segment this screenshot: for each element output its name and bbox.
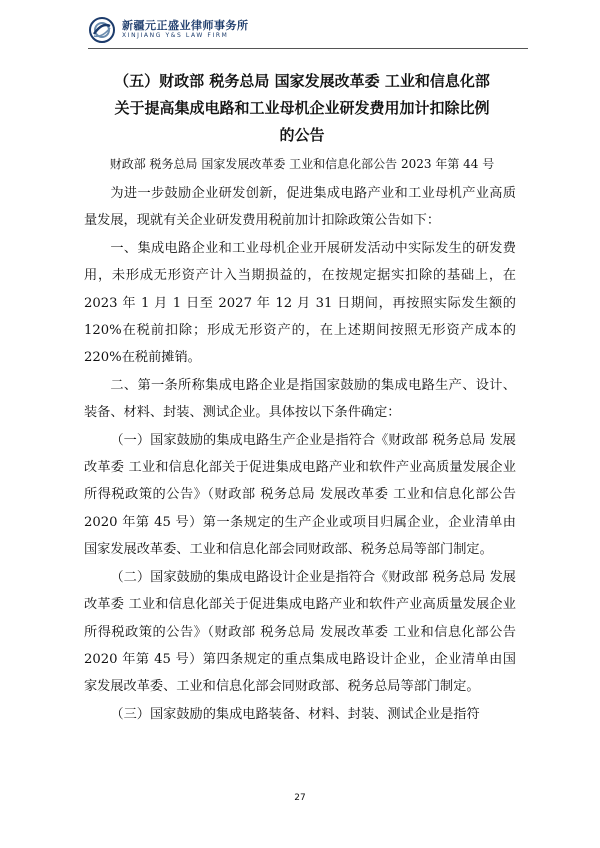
document-body xyxy=(84,180,516,728)
title-line-1: （五）财政部 税务总局 国家发展改革委 工业和信息化部 xyxy=(114,72,490,90)
page-number: 27 xyxy=(294,793,306,803)
document-title xyxy=(84,68,520,149)
paragraph-item-2: （二）国家鼓励的集成电路设计企业是指符合《财政部 税务总局 发展改革委 工业和信息化部关于促进集成电路产业和软件产业高质量发展企业所得税政策的公告》（财政部 税务总局 发展改革委 工业和信息化部公告 2020 年第 45 号）第四条规定的重点集成电路设计企业，企业清单由国家发展改革委、工业和信息化部会同财政部、税务总局等部门制定。 xyxy=(84,569,516,695)
header-divider xyxy=(88,48,528,49)
paragraph-article-1: 一、集成电路企业和工业母机企业开展研发活动中实际发生的研发费用，未形成无形资产计入当期损益的，在按规定据实扣除的基础上，在 2023 年 1 月 1 日至 2027 年 12 月 31 日期间，再按照实际发生额的 120%在税前扣除；形成无形资产的，在上述期间按照无形资产成本的 220%在税前摊销。 xyxy=(84,240,516,366)
paragraph-intro: 为进一步鼓励企业研发创新，促进集成电路产业和工业母机产业高质量发展，现就有关企业研发费用税前加计扣除政策公告如下： xyxy=(84,186,516,229)
firm-name-cn: 新疆元正盛业律师事务所 xyxy=(122,19,249,32)
announcement-reference: 财政部 税务总局 国家发展改革委 工业和信息化部公告 2023 年第 44 号 xyxy=(109,157,495,171)
paragraph-item-3: （三）国家鼓励的集成电路装备、材料、封装、测试企业是指符 xyxy=(110,706,480,722)
title-line-2: 关于提高集成电路和工业母机企业研发费用加计扣除比例 xyxy=(114,99,490,117)
paragraph-item-1: （一）国家鼓励的集成电路生产企业是指符合《财政部 税务总局 发展改革委 工业和信息化部关于促进集成电路产业和软件产业高质量发展企业所得税政策的公告》（财政部 税务总局 发展改革委 工业和信息化部公告 2020 年第 45 号）第一条规定的生产企业或项目归属企业，企业清单由国家发展改革委、工业和信息化部会同财政部、税务总局等部门制定。 xyxy=(84,432,516,558)
page-header xyxy=(88,16,528,50)
title-line-3: 的公告 xyxy=(279,126,325,144)
firm-name-en: XINJIANG Y&S LAW FIRM xyxy=(122,32,229,39)
paragraph-article-2: 二、第一条所称集成电路企业是指国家鼓励的集成电路生产、设计、装备、材料、封装、测试企业。具体按以下条件确定： xyxy=(84,377,516,421)
firm-logo-icon xyxy=(88,16,116,44)
